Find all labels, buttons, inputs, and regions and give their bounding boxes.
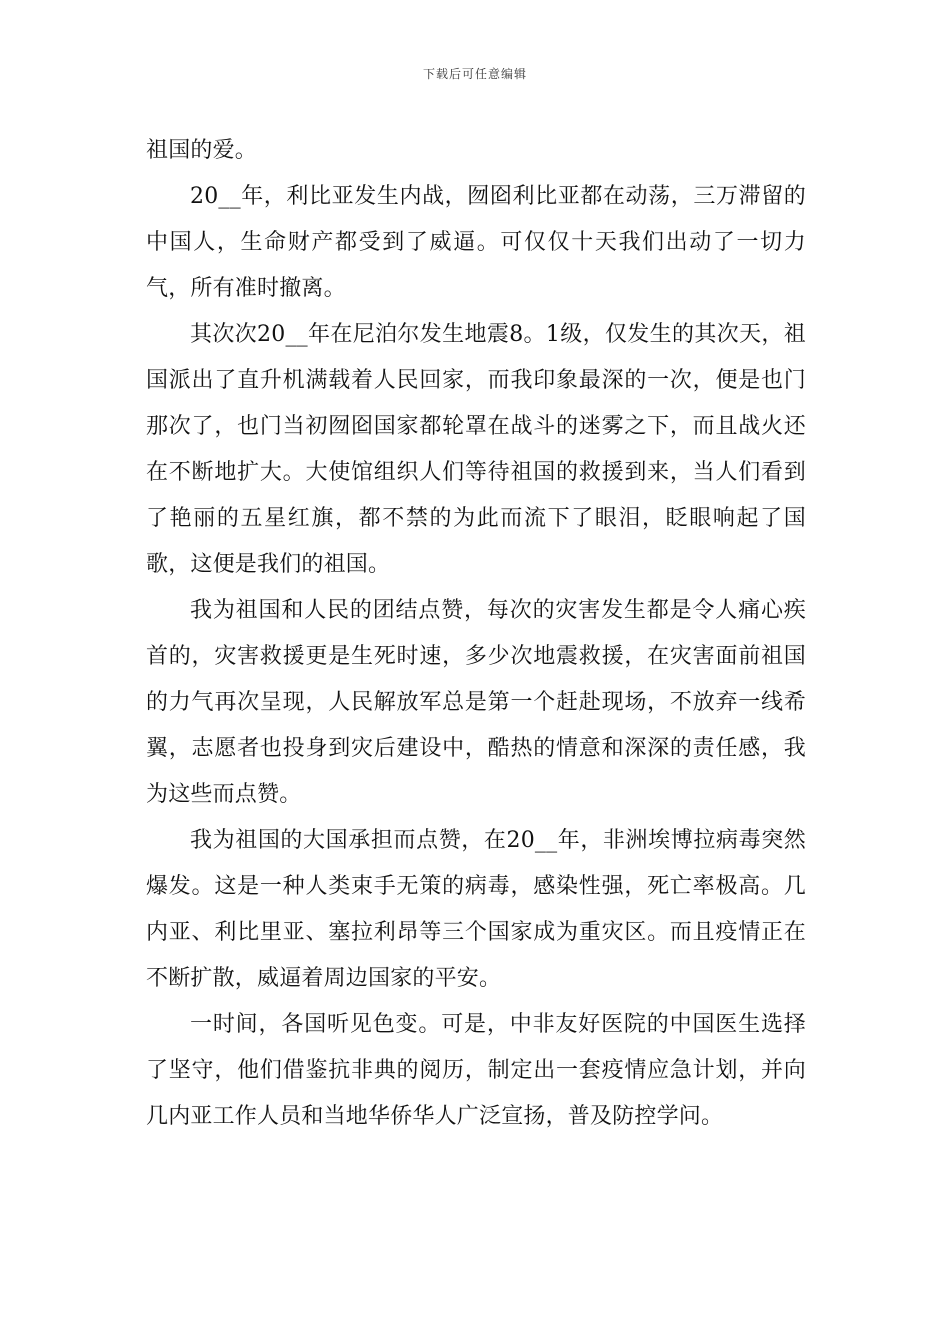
document-body (146, 128, 806, 1140)
page-header: 下载后可任意编辑 (422, 67, 527, 81)
paragraph: 我为祖国和人民的团结点赞，每次的灾害发生都是令人痛心疾首的，灾害救援更是生死时速，多少次地震救援，在灾害面前祖国的力气再次呈现，人民解放军总是第一个赶赴现场，不放弃一线希翼，志愿者也投身到灾后建设中，酷热的情意和深深的责任感，我为这些而点赞。 (146, 598, 806, 807)
paragraph: 其次次20__年在尼泊尔发生地震8。1级，仅发生的其次天，祖国派出了直升机满载着人民回家，而我印象最深的一次，便是也门那次了，也门当初囫囵国家都轮罩在战斗的迷雾之下，而且战火还在不断地扩大。大使馆组织人们等待祖国的救援到来，当人们看到了艳丽的五星红旗，都不禁的为此而流下了眼泪，眨眼响起了国歌，这便是我们的祖国。 (146, 322, 806, 577)
paragraph: 一时间，各国听见色变。可是，中非友好医院的中国医生选择了坚守，他们借鉴抗非典的阅历，制定出一套疫情应急计划，并向几内亚工作人员和当地华侨华人广泛宣扬，普及防控学问。 (146, 1012, 806, 1129)
paragraph: 20__年，利比亚发生内战，囫囵利比亚都在动荡，三万滞留的中国人，生命财产都受到了威逼。可仅仅十天我们出动了一切力气，所有准时撤离。 (146, 184, 806, 301)
paragraph-continuation: 祖国的爱。 (146, 138, 258, 163)
paragraph: 我为祖国的大国承担而点赞，在20__年，非洲埃博拉病毒突然爆发。这是一种人类束手无策的病毒，感染性强，死亡率极高。几内亚、利比里亚、塞拉利昂等三个国家成为重灾区。而且疫情正在不断扩散，威逼着周边国家的平安。 (146, 828, 806, 991)
